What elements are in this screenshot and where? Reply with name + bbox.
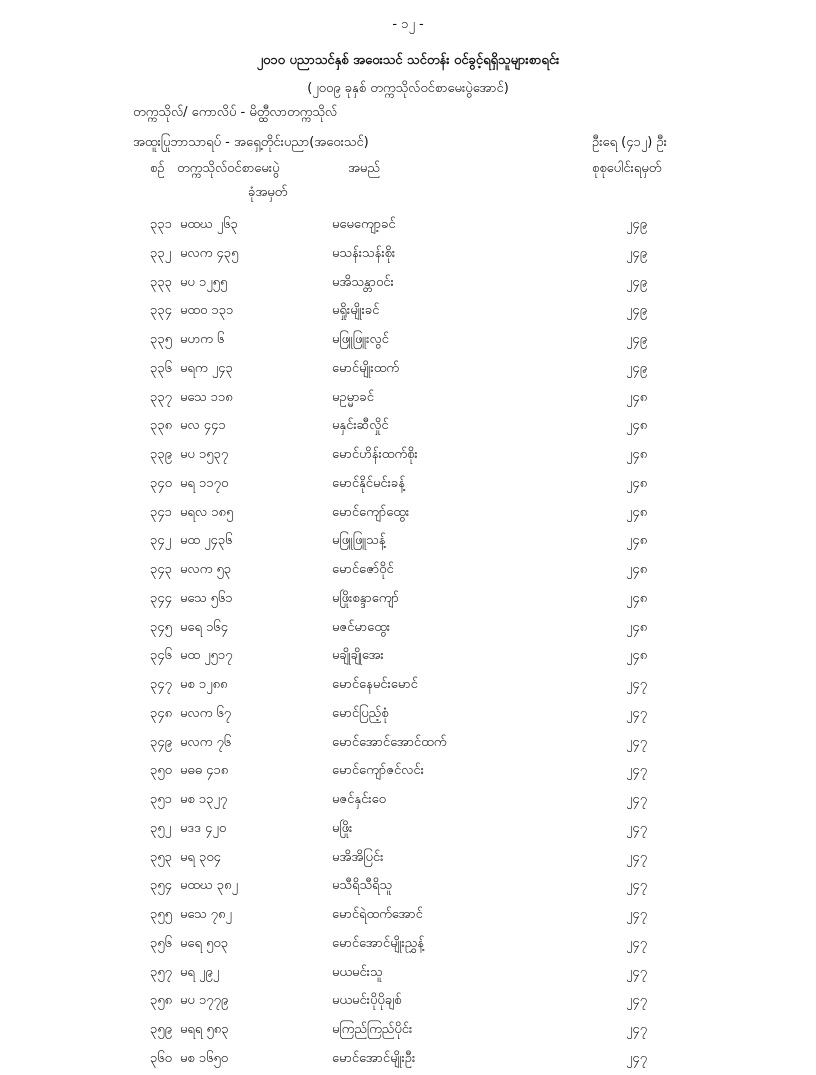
table-row	[0, 298, 816, 327]
table-row	[0, 730, 816, 759]
student-name: မဖြိုးစန္ဒာကျော်	[332, 590, 399, 606]
total-marks: ၂၄၇	[626, 734, 648, 750]
university-line: တက္ကသိုလ်/ ကောလိပ် - မိတ္ထီလာတက္ကသိုလ်	[133, 105, 338, 120]
total-marks: ၂၄၈	[626, 648, 648, 664]
roll-number: မထ ၂၅၁၇	[180, 648, 233, 664]
table-row	[0, 442, 816, 471]
table-row	[0, 960, 816, 989]
table-row	[0, 701, 816, 730]
table-row	[0, 557, 816, 586]
row-number: ၃၄၆	[150, 648, 172, 664]
table-row	[0, 988, 816, 1017]
page-number: - ၁၂ -	[392, 17, 424, 32]
student-name: မောင်ရဲထက်အောင်	[332, 907, 423, 922]
student-list	[0, 212, 816, 1075]
roll-number: မရ ၃၀၄	[180, 849, 221, 865]
student-name: မောင်အောင်မျိုးဦး	[332, 1050, 416, 1066]
student-name: မသီရိသီရိသူ	[332, 878, 393, 894]
roll-number: မစ ၁၂၈၈	[180, 677, 228, 692]
roll-number: မလက ၆၇	[180, 705, 232, 721]
total-marks: ၂၄၈	[626, 562, 648, 577]
row-number: ၃၅၁	[150, 792, 172, 807]
total-marks: ၂၄၇	[626, 849, 648, 865]
row-number: ၃၄၈	[150, 705, 173, 721]
roll-number: မရေ ၁၆၄	[180, 619, 229, 635]
student-name: မဖြူဖြူသန့်	[332, 533, 386, 549]
student-name: မမေကျော့ခင်	[332, 217, 396, 232]
roll-number: မပ ၁၂၅၅	[180, 274, 228, 290]
column-header-roll-number: ခုံအမှတ်	[248, 185, 288, 200]
student-name: မဇင်နှင်းဝေ	[332, 792, 386, 807]
table-row	[0, 1046, 816, 1075]
row-number: ၃၅၃	[150, 849, 172, 865]
total-count: ဦးရေ (၄၁၂) ဦး	[592, 135, 667, 150]
roll-number: မရလ ၁၈၅	[180, 504, 234, 520]
total-marks: ၂၄၉	[626, 217, 648, 232]
student-name: မောင်အောင်အောင်ထက်	[332, 734, 447, 750]
row-number: ၃၅၈	[150, 993, 173, 1009]
row-number: ၃၃၈	[150, 418, 173, 434]
document-title: ၂၀၁၀ ပညာသင်နှစ် အဝေးသင် သင်တန်း ဝင်ခွင့်ရရှိသူများစာရင်း	[256, 53, 560, 68]
column-header-marks: စုစုပေါင်းရမှတ်	[592, 161, 662, 176]
student-name: မောင်နေမင်းမောင်	[332, 677, 418, 692]
total-marks: ၂၄၇	[626, 1022, 648, 1037]
row-number: ၃၅၆	[150, 935, 172, 951]
student-name: မောင်ကျော်ထွေး	[332, 504, 410, 520]
student-name: မယမင်းပိုပိုချစ်	[332, 993, 402, 1009]
total-marks: ၂၄၇	[626, 792, 648, 807]
table-row	[0, 241, 816, 270]
total-marks: ၂၄၇	[626, 907, 648, 922]
total-marks: ၂၄၉	[626, 332, 648, 347]
table-row	[0, 931, 816, 960]
row-number: ၃၆၀	[150, 1050, 172, 1066]
total-marks: ၂၄၉	[626, 245, 648, 261]
roll-number: မလ ၄၄၁	[180, 418, 226, 434]
total-marks: ၂၄၇	[626, 964, 648, 980]
student-name: မချိုချိုအေး	[332, 648, 384, 664]
row-number: ၃၃၃	[150, 274, 172, 290]
column-header-name: အမည်	[348, 161, 380, 176]
table-row	[0, 615, 816, 644]
table-row	[0, 528, 816, 557]
table-row	[0, 500, 816, 529]
roll-number: မရေ ၅၀၃	[180, 935, 229, 951]
student-name: မောင်ဇော်ဝိုင်	[332, 562, 394, 577]
total-marks: ၂၄၈	[626, 418, 648, 434]
student-name: မဥမ္မာခင်	[332, 389, 374, 405]
roll-number: မရက ၂၄၃	[180, 360, 233, 376]
student-name: မအိသန္တာဝင်း	[332, 274, 394, 290]
student-name: မအိအိပြင်း	[332, 849, 384, 865]
student-name: မောင်မျိုးထက်	[332, 360, 399, 376]
roll-number: မပ ၁၅၃၇	[180, 447, 229, 462]
student-name: မဖြူဖြူးလွင်	[332, 332, 389, 347]
row-number: ၃၅၅	[150, 907, 172, 922]
total-marks: ၂၄၇	[626, 705, 648, 721]
student-name: မယမင်းသူ	[332, 964, 383, 980]
row-number: ၃၅၄	[150, 878, 172, 894]
table-row	[0, 816, 816, 845]
row-number: ၃၅၀	[150, 763, 172, 779]
row-number: ၃၃၁	[150, 217, 172, 232]
table-row	[0, 672, 816, 701]
roll-number: မထဃ ၂၆၃	[180, 217, 238, 232]
table-row	[0, 413, 816, 442]
column-header-no: စဉ်	[150, 161, 165, 176]
table-row	[0, 845, 816, 874]
table-row	[0, 758, 816, 787]
table-row	[0, 586, 816, 615]
row-number: ၃၃၅	[150, 332, 172, 347]
student-name: မောင်အောင်မျိုးညွှန့်	[332, 935, 425, 951]
total-marks: ၂၄၇	[626, 1050, 648, 1066]
roll-number: မပ ၁၇၇၉	[180, 993, 229, 1009]
column-header-roll: တက္ကသိုလ်ဝင်စာမေးပွဲ	[177, 161, 280, 176]
table-row	[0, 270, 816, 299]
student-name: မောင်ကျော်ဇင်လင်း	[332, 763, 424, 779]
table-row	[0, 385, 816, 414]
roll-number: မထဝ ၁၃၁	[180, 303, 234, 319]
roll-number: မသေ ၅၆၁	[180, 590, 233, 606]
total-marks: ၂၄၉	[626, 274, 648, 290]
total-marks: ၂၄၇	[626, 935, 648, 951]
roll-number: မဓဓ ၄၁၈	[180, 763, 229, 779]
student-name: မရှိုးမျိုးခင်	[332, 303, 380, 319]
table-row	[0, 902, 816, 931]
row-number: ၃၅၂	[150, 820, 172, 836]
table-row	[0, 327, 816, 356]
major-subject-line: အထူးပြုဘာသာရပ် - အရှေ့တိုင်းပညာ(အဝေးသင်)	[133, 135, 369, 150]
total-marks: ၂၄၈	[626, 533, 648, 549]
roll-number: မထ ၂၄၃၆	[180, 533, 233, 549]
roll-number: မဟက ၆	[180, 332, 225, 347]
total-marks: ၂၄၇	[626, 763, 648, 779]
row-number: ၃၄၃	[150, 562, 172, 577]
roll-number: မစ ၁၆၅၀	[180, 1050, 229, 1066]
row-number: ၃၄၁	[150, 504, 172, 520]
table-row	[0, 212, 816, 241]
row-number: ၃၃၂	[150, 245, 172, 261]
total-marks: ၂၄၈	[626, 590, 648, 606]
student-name: မသန်းသန်းစိုး	[332, 245, 396, 261]
table-row	[0, 873, 816, 902]
student-name: မနှင်းဆီလှိုင်	[332, 418, 389, 434]
row-number: ၃၄၉	[150, 734, 172, 750]
student-name: မောင်နိုင်မင်းခန့်	[332, 475, 405, 491]
total-marks: ၂၄၉	[626, 303, 648, 319]
roll-number: မရ ၂၉၂	[180, 964, 220, 980]
total-marks: ၂၄၈	[626, 389, 648, 405]
row-number: ၃၄၅	[150, 619, 172, 635]
total-marks: ၂၄၈	[626, 447, 648, 462]
total-marks: ၂၄၈	[626, 619, 648, 635]
row-number: ၃၃၄	[150, 303, 172, 319]
row-number: ၃၃၇	[150, 389, 172, 405]
table-row	[0, 471, 816, 500]
table-row	[0, 643, 816, 672]
roll-number: မစ ၁၃၂၇	[180, 792, 228, 807]
student-name: မကြည်ကြည်ပိုင်း	[332, 1022, 413, 1037]
roll-number: မလက ၅၃	[180, 562, 232, 577]
total-marks: ၂၄၇	[626, 993, 648, 1009]
row-number: ၃၃၆	[150, 360, 172, 376]
table-row	[0, 787, 816, 816]
roll-number: မလက ၇၆	[180, 734, 232, 750]
student-name: မဇင်မာထွေး	[332, 619, 391, 635]
student-name: မောင်ပြည့်စုံ	[332, 705, 389, 721]
row-number: ၃၄၄	[150, 590, 172, 606]
total-marks: ၂၄၈	[626, 475, 648, 491]
total-marks: ၂၄၇	[626, 820, 648, 836]
document-subtitle: (၂၀၀၉ ခုနှစ် တက္ကသိုလ်ဝင်စာမေးပွဲအောင်)	[307, 81, 509, 96]
row-number: ၃၄၀	[150, 475, 172, 491]
total-marks: ၂၄၉	[626, 360, 648, 376]
roll-number: မထဃ ၃၈၂	[180, 878, 238, 894]
total-marks: ၂၄၇	[626, 677, 648, 692]
roll-number: မရ ၁၁၇၀	[180, 475, 229, 491]
roll-number: မလက ၄၃၅	[180, 245, 239, 261]
row-number: ၃၄၂	[150, 533, 172, 549]
student-name: မောင်ဟိန်းထက်စိုး	[332, 447, 418, 462]
table-row	[0, 1017, 816, 1046]
roll-number: မဒဒ ၄၂၀	[180, 820, 227, 836]
total-marks: ၂၄၈	[626, 504, 648, 520]
table-row	[0, 356, 816, 385]
roll-number: မသေ ၇၈၂	[180, 907, 232, 922]
row-number: ၃၃၉	[150, 447, 172, 462]
row-number: ၃၄၇	[150, 677, 172, 692]
student-name: မဖြိုး	[332, 820, 353, 836]
row-number: ၃၅၇	[150, 964, 172, 980]
row-number: ၃၅၉	[150, 1022, 172, 1037]
total-marks: ၂၄၇	[626, 878, 648, 894]
roll-number: မသေ ၁၁၈	[180, 389, 233, 405]
roll-number: မရရ ၅၈၃	[180, 1022, 229, 1037]
